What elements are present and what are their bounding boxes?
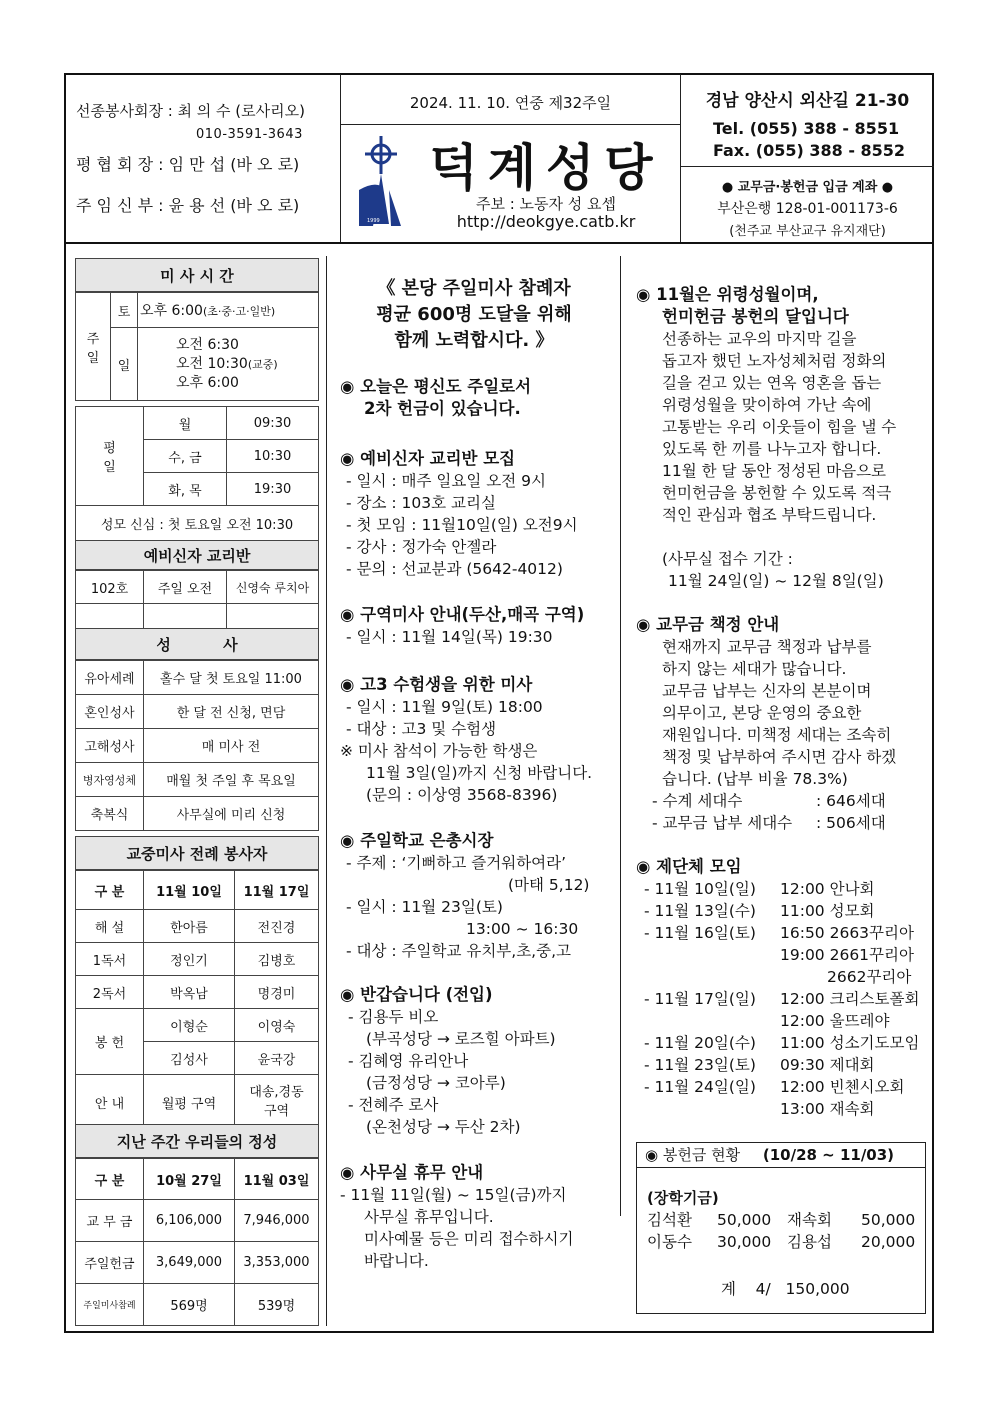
market-heading: ◉ 주일학교 은총시장 <box>340 831 494 850</box>
november-line-6: 있도록 한 끼를 나누고자 합니다. <box>662 440 882 458</box>
headline <box>330 276 618 354</box>
office-line-3: 미사예물 등은 미리 접수하시기 <box>364 1230 574 1248</box>
header-left <box>76 100 305 216</box>
col-divider-2 <box>620 256 621 1216</box>
group-item-4b: 12:00 울뜨레야 <box>780 1012 890 1030</box>
group-date-7: - 11월 24일(일) <box>644 1078 756 1096</box>
sacrament-name-4: 병자영성체 <box>76 763 144 797</box>
november-heading-1: ◉ 11월은 위령성월이며, <box>636 285 819 304</box>
group-date-1: - 11월 10일(일) <box>644 880 756 898</box>
november-line-2: 돕고자 했던 노자성체처럼 정화의 <box>662 352 887 370</box>
weekday-day-3: 화, 목 <box>144 473 227 506</box>
november-period-2: 11월 24일(일) ~ 12월 8일(일) <box>668 572 884 590</box>
tithe-line-6: 책정 및 납부하여 주시면 감사 하겠 <box>662 748 897 766</box>
group-row-7 <box>644 1076 919 1098</box>
exam-line-5: (문의 : 이상영 3568-8396) <box>366 786 558 804</box>
sacrament-desc-4: 매월 첫 주일 후 목요일 <box>144 763 319 797</box>
finance-table <box>75 1158 319 1326</box>
finance-header-item: 구 분 <box>76 1159 144 1200</box>
finance-header-date2: 11월 03일 <box>235 1159 319 1200</box>
market-line-5: - 대상 : 주일학교 유치부,초,중,고 <box>346 942 571 960</box>
finance-b-2: 3,353,000 <box>235 1242 319 1284</box>
parish-title: 덕계성당 <box>429 138 663 197</box>
weekday-day-1: 월 <box>144 407 227 440</box>
saturday-mass <box>138 293 319 328</box>
sacraments-title <box>75 628 319 660</box>
header-divider-account <box>680 166 934 167</box>
saturday-note: (초·중·고·일반) <box>202 305 276 318</box>
group-row-6 <box>644 1054 919 1076</box>
donor-amount-1: 50,000 <box>717 1211 772 1229</box>
minister-a-2: 정인기 <box>144 943 235 976</box>
section-groups <box>636 856 919 1120</box>
section-welcome <box>340 984 556 1138</box>
offering-box <box>636 1142 926 1314</box>
section-catechumen-recruit <box>340 448 578 580</box>
sunday-mass-2 <box>176 355 316 374</box>
tithe-stat-2 <box>652 812 896 834</box>
finance-a-1: 6,106,000 <box>144 1200 235 1242</box>
exam-heading: ◉ 고3 수험생을 위한 미사 <box>340 675 533 694</box>
market-line-3: - 일시 : 11월 23일(토) <box>346 898 503 916</box>
recruit-line-2: - 장소 : 103호 교리실 <box>346 494 496 512</box>
finance-name-2: 주일헌금 <box>76 1242 144 1284</box>
offering-role: 봉 헌 <box>76 1009 144 1075</box>
offering-box-period: (10/28 ~ 11/03) <box>762 1146 895 1164</box>
ministers-table <box>75 870 319 1130</box>
recruit-heading: ◉ 예비신자 교리반 모집 <box>340 449 516 468</box>
exam-line-2: - 대상 : 고3 및 수험생 <box>346 720 497 738</box>
tithe-stat-2-label: - 교무금 납부 세대수 <box>652 814 793 832</box>
recruit-line-4: - 강사 : 정가숙 안젤라 <box>346 538 497 556</box>
tithe-stat-2-value: : 506세대 <box>816 814 886 832</box>
sacrament-name-1: 유아세례 <box>76 661 144 695</box>
weekday-mass-table <box>75 406 319 541</box>
welcome-heading: ◉ 반갑습니다 (전입) <box>340 985 493 1004</box>
catechumen-room: 102호 <box>76 571 144 604</box>
tithe-line-2: 하지 않는 세대가 많습니다. <box>662 660 847 678</box>
minister-b-2: 김병호 <box>235 943 319 976</box>
district-line-1: - 일시 : 11월 14일(목) 19:30 <box>346 628 553 646</box>
weekday-label: 평 일 <box>76 407 144 506</box>
donor-name-2: 재속회 <box>787 1211 832 1229</box>
group-item-7b: 13:00 재속회 <box>780 1100 875 1118</box>
laity-heading-2: 2차 헌금이 있습니다. <box>364 399 521 418</box>
weekday-time-3: 19:30 <box>227 473 319 506</box>
header-left-line1: 선종봉사회장 : 최 의 수 (로사리오) <box>76 102 305 120</box>
section-grace-market <box>340 830 589 962</box>
office-heading: ◉ 사무실 휴무 안내 <box>340 1163 484 1182</box>
sacrament-desc-1: 홀수 달 첫 토요일 11:00 <box>144 661 319 695</box>
group-item-6a: 09:30 제대회 <box>780 1056 875 1074</box>
parish-tel: Tel. (055) 388 - 8551 <box>713 119 900 138</box>
november-line-5: 고통받는 우리 이웃들이 힘을 낼 수 <box>662 418 897 436</box>
group-item-1a: 12:00 안나회 <box>780 880 875 898</box>
finance-b-3: 539명 <box>235 1284 319 1326</box>
section-exam-mass <box>340 674 592 806</box>
guide-a: 월평 구역 <box>144 1075 235 1130</box>
office-line-2: 사무실 휴무입니다. <box>364 1208 494 1226</box>
offering-category: (장학기금) <box>647 1189 719 1207</box>
minister-role-2: 1독서 <box>76 943 144 976</box>
date-divider <box>341 124 680 125</box>
offering-b-2: 윤국강 <box>235 1042 319 1075</box>
saturday-time: 오후 6:00 <box>140 303 203 319</box>
welcome-line-4: (금정성당 → 코아루) <box>366 1074 506 1092</box>
finance-header-date1: 10월 27일 <box>144 1159 235 1200</box>
market-line-4: 13:00 ~ 16:30 <box>466 920 579 938</box>
header-left-phone: 010-3591-3643 <box>196 127 303 142</box>
headline-line2: 평균 600명 도달을 위해 <box>376 304 572 325</box>
november-line-8: 헌미헌금을 봉헌할 수 있도록 적극 <box>662 484 892 502</box>
header-left-line4: 주 임 신 부 : 윤 용 선 (바 오 로) <box>76 196 300 215</box>
market-line-1: - 주제 : ‘기뻐하고 즐거워하여라’ <box>346 854 567 872</box>
market-line-2: (마태 5,12) <box>508 876 590 894</box>
tithe-line-4: 의무이고, 본당 운영의 중요한 <box>662 704 862 722</box>
tithe-stat-1 <box>652 790 896 812</box>
header-center <box>341 74 680 242</box>
finance-a-2: 3,649,000 <box>144 1242 235 1284</box>
finance-a-3: 569명 <box>144 1284 235 1326</box>
group-date-3: - 11월 16일(토) <box>644 924 756 942</box>
offering-a-1: 이형순 <box>144 1009 235 1042</box>
group-item-3c: 2662꾸리아 <box>827 968 912 986</box>
sunday-day-label: 일 <box>111 328 138 401</box>
catechumen-table <box>75 570 319 637</box>
parish-url[interactable]: http://deokgye.catb.kr <box>456 212 636 231</box>
november-line-4: 위령성월을 맞이하여 가난 속에 <box>662 396 872 414</box>
headline-line1: 《 본당 주일미사 참례자 <box>377 278 571 299</box>
november-line-1: 선종하는 교우의 마지막 길을 <box>662 330 857 348</box>
group-row-5 <box>644 1032 919 1054</box>
mass-times-table <box>75 292 319 401</box>
account-title: ● 교무금·봉헌금 입금 계좌 ● <box>721 180 894 195</box>
ministers-header-date1: 11월 10일 <box>144 871 235 910</box>
exam-line-4: 11월 3일(일)까지 신청 바랍니다. <box>366 764 593 782</box>
tithe-stat-1-value: : 646세대 <box>816 792 886 810</box>
sacraments-title-text: 성 사 <box>156 636 238 654</box>
group-item-3b: 19:00 2661꾸리아 <box>780 946 914 964</box>
offering-box-header <box>637 1143 925 1168</box>
header-divider <box>65 242 933 244</box>
headline-line3: 함께 노력합시다. 》 <box>394 330 554 351</box>
office-line-4: 바랍니다. <box>364 1252 429 1270</box>
parish-fax: Fax. (055) 388 - 8552 <box>713 141 906 160</box>
ministers-header-date2: 11월 17일 <box>235 871 319 910</box>
sunday-label: 주 일 <box>76 293 111 401</box>
offering-b-1: 이영숙 <box>235 1009 319 1042</box>
donor-amount-3: 30,000 <box>717 1233 772 1251</box>
finance-title: 지난 주간 우리들의 정성 <box>75 1124 319 1158</box>
group-item-4a: 12:00 크리스토폴회 <box>780 990 920 1008</box>
finance-name-1: 교 무 금 <box>76 1200 144 1242</box>
office-line-1: - 11월 11일(월) ~ 15일(금)까지 <box>340 1186 567 1204</box>
group-date-5: - 11월 20일(수) <box>644 1034 756 1052</box>
welcome-line-3: - 김혜영 유리안나 <box>348 1052 469 1070</box>
minister-role-1: 해 설 <box>76 910 144 943</box>
recruit-line-5: - 문의 : 선교분과 (5642-4012) <box>346 560 563 578</box>
groups-heading: ◉ 제단체 모임 <box>636 857 742 876</box>
sunday-mass-2-time: 오전 10:30 <box>176 355 248 372</box>
sacrament-desc-3: 매 미사 전 <box>144 729 319 763</box>
section-office-closed <box>340 1162 573 1272</box>
account-number: 부산은행 128-01-001173-6 <box>717 201 898 217</box>
mass-times-title: 미 사 시 간 <box>75 258 319 292</box>
sunday-mass-1: 오전 6:30 <box>176 336 239 353</box>
donor-row-2 <box>647 1231 915 1253</box>
guide-b <box>235 1075 319 1130</box>
group-item-3a: 16:50 2663꾸리아 <box>780 924 914 942</box>
group-date-4: - 11월 17일(일) <box>644 990 756 1008</box>
catechumen-title: 예비신자 교리반 <box>75 540 319 570</box>
section-district-mass <box>340 604 584 648</box>
minister-a-3: 박옥남 <box>144 976 235 1009</box>
november-line-3: 길을 걷고 있는 연옥 영혼을 돕는 <box>662 374 882 392</box>
tithe-line-7: 습니다. (납부 비율 78.3%) <box>662 770 848 788</box>
welcome-line-5: - 전혜주 로사 <box>348 1096 439 1114</box>
parish-logo <box>353 134 409 228</box>
group-date-2: - 11월 13일(수) <box>644 902 756 920</box>
catechumen-teacher: 신영숙 루치아 <box>227 571 319 604</box>
logo-year: 1999 <box>367 218 380 224</box>
group-row-1 <box>644 878 919 900</box>
offering-a-2: 김성사 <box>144 1042 235 1075</box>
sunday-masses <box>138 328 319 401</box>
november-period-1: (사무실 접수 기간 : <box>662 550 793 568</box>
tithe-stat-1-label: - 수계 세대수 <box>652 792 743 810</box>
group-row-2 <box>644 900 919 922</box>
welcome-line-6: (온천성당 → 두산 2차) <box>366 1118 521 1136</box>
donor-name-4: 김용섭 <box>787 1233 832 1251</box>
sunday-mass-2-note: (교중) <box>247 357 278 371</box>
section-tithe <box>636 614 896 834</box>
november-line-7: 11월 한 달 동안 정성된 마음으로 <box>662 462 887 480</box>
weekday-time-1: 09:30 <box>227 407 319 440</box>
header-left-line3: 평 협 회 장 : 임 만 섭 (바 오 로) <box>76 155 300 174</box>
exam-line-1: - 일시 : 11월 9일(토) 18:00 <box>346 698 543 716</box>
group-item-7a: 12:00 빈첸시오회 <box>780 1078 905 1096</box>
col-divider-1 <box>326 256 327 1326</box>
guide-b-line1: 대송,경동 <box>249 1085 304 1100</box>
donor-amount-2: 50,000 <box>861 1211 916 1229</box>
district-heading: ◉ 구역미사 안내(두산,매곡 구역) <box>340 605 585 624</box>
donor-name-3: 이동수 <box>647 1233 692 1251</box>
catechumen-time: 주일 오전 <box>144 571 227 604</box>
offering-total: 계 4/ 150,000 <box>721 1280 850 1298</box>
november-line-9: 적인 관심과 협조 부탁드립니다. <box>662 506 877 524</box>
group-item-2a: 11:00 성모회 <box>780 902 875 920</box>
donor-name-1: 김석환 <box>647 1211 692 1229</box>
donor-row-1 <box>647 1209 915 1231</box>
group-row-4 <box>644 988 919 1010</box>
minister-b-3: 명경미 <box>235 976 319 1009</box>
guide-b-line2: 구역 <box>263 1104 290 1119</box>
guide-role: 안 내 <box>76 1075 144 1130</box>
account-owner: (천주교 부산교구 유지재단) <box>729 224 886 239</box>
sunday-mass-3: 오후 6:00 <box>176 374 239 391</box>
tithe-heading: ◉ 교무금 책정 안내 <box>636 615 780 634</box>
sacrament-name-3: 고해성사 <box>76 729 144 763</box>
tithe-line-3: 교무금 납부는 신자의 본분이며 <box>662 682 872 700</box>
finance-b-1: 7,946,000 <box>235 1200 319 1242</box>
parish-address: 경남 양산시 외산길 21-30 <box>705 91 910 111</box>
tithe-line-1: 현재까지 교무금 책정과 납부를 <box>662 638 872 656</box>
november-heading-2: 헌미헌금 봉헌의 달입니다 <box>662 307 849 326</box>
sacrament-desc-5: 사무실에 미리 신청 <box>144 797 319 831</box>
holy-hour: 성모 신심 : 첫 토요일 오전 10:30 <box>76 506 319 541</box>
section-laity-sunday <box>340 376 531 420</box>
group-item-5a: 11:00 성소기도모임 <box>780 1034 920 1052</box>
ministers-header-role: 구 분 <box>76 871 144 910</box>
sacrament-name-5: 축복식 <box>76 797 144 831</box>
group-row-3 <box>644 922 919 944</box>
section-november <box>636 284 896 592</box>
donor-amount-4: 20,000 <box>861 1233 916 1251</box>
offering-donors <box>647 1209 915 1253</box>
ministers-title: 교중미사 전례 봉사자 <box>75 836 319 870</box>
laity-heading-1: ◉ 오늘은 평신도 주일로서 <box>340 377 532 396</box>
group-date-6: - 11월 23일(토) <box>644 1056 756 1074</box>
welcome-line-1: - 김용두 비오 <box>348 1008 439 1026</box>
minister-a-1: 한아름 <box>144 910 235 943</box>
weekday-day-2: 수, 금 <box>144 440 227 473</box>
tithe-line-5: 재원입니다. 미책정 세대는 조속히 <box>662 726 892 744</box>
exam-line-3: ※ 미사 참석이 가능한 학생은 <box>340 742 538 760</box>
saturday-label: 토 <box>111 293 138 328</box>
weekday-time-2: 10:30 <box>227 440 319 473</box>
bulletin-date: 2024. 11. 10. 연중 제32주일 <box>409 94 612 112</box>
sacrament-name-2: 혼인성사 <box>76 695 144 729</box>
sacrament-desc-2: 한 달 전 신청, 면담 <box>144 695 319 729</box>
sacraments-table <box>75 660 319 831</box>
minister-b-1: 전진경 <box>235 910 319 943</box>
recruit-line-1: - 일시 : 매주 일요일 오전 9시 <box>346 472 546 490</box>
finance-name-3: 주일미사참례 <box>76 1284 144 1326</box>
patron-saint: 주보 : 노동자 성 요셉 <box>475 195 617 213</box>
minister-role-3: 2독서 <box>76 976 144 1009</box>
offering-box-title: ◉ 봉헌금 현황 <box>645 1146 741 1164</box>
welcome-line-2: (부곡성당 → 로즈힐 아파트) <box>366 1030 556 1048</box>
recruit-line-3: - 첫 모임 : 11월10일(일) 오전9시 <box>346 516 578 534</box>
